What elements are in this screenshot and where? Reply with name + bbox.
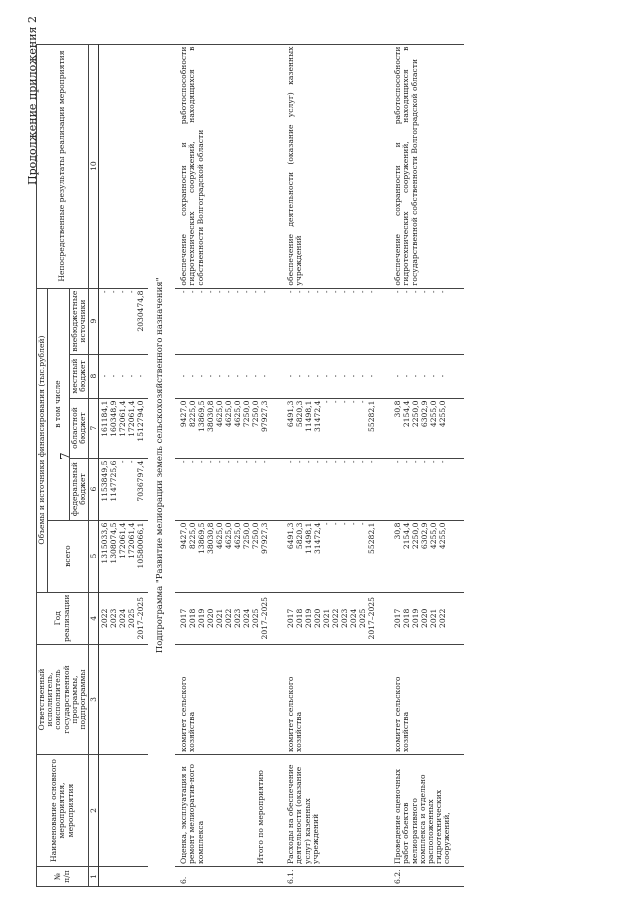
total-value: 4625,0 bbox=[233, 522, 243, 550]
mest-value: - bbox=[358, 374, 368, 378]
vneb-value: - bbox=[420, 290, 430, 294]
fed-value: - bbox=[340, 460, 350, 464]
fed-value: - bbox=[420, 460, 430, 464]
year-cell bbox=[175, 592, 282, 644]
total-value: - bbox=[322, 522, 332, 526]
year-value: 2017–2025 bbox=[367, 597, 377, 640]
fed-value: - bbox=[242, 460, 252, 464]
header-local: местный бюджет bbox=[69, 354, 88, 398]
year-value: 2021 bbox=[429, 608, 439, 628]
fed-value: - bbox=[358, 460, 368, 464]
mest-value: - bbox=[420, 374, 430, 378]
vneb-value: - bbox=[340, 290, 350, 294]
vneb-value: 2030474,8 bbox=[136, 290, 146, 332]
table-row-continued bbox=[99, 44, 149, 886]
fed-value: 1153849,5 bbox=[100, 460, 110, 502]
header-responsible: Ответственный исполнитель, соисполнитель государственной программы, подпрограммы bbox=[37, 645, 89, 755]
vneb-value: - bbox=[402, 290, 412, 294]
vneb-value: - bbox=[304, 290, 314, 294]
extrabudget-cell bbox=[282, 288, 389, 354]
fed-value: - bbox=[286, 460, 296, 464]
vneb-value: - bbox=[215, 290, 225, 294]
year-value: 2024 bbox=[242, 608, 252, 628]
year-value: 2018 bbox=[402, 608, 412, 628]
total-value: 55282,1 bbox=[367, 522, 377, 554]
total-value: - bbox=[331, 522, 341, 526]
mest-value: - bbox=[188, 374, 198, 378]
fed-value: - bbox=[215, 460, 225, 464]
obl-value: 4255,0 bbox=[438, 400, 448, 428]
fed-value: 7036797,4 bbox=[136, 460, 146, 502]
federal-cell bbox=[99, 458, 149, 520]
total-value: 5820,3 bbox=[295, 522, 305, 550]
header-finance: Объемы и источники финансирования (тыс.рублей) bbox=[37, 288, 48, 592]
obl-value: 97927,3 bbox=[260, 400, 270, 432]
item-name: Расходы на обеспечение деятельности (оказание услуг) казенных учреждений bbox=[282, 755, 389, 867]
mest-value: - bbox=[331, 374, 341, 378]
item-name-text: Оценка, эксплуатация и ремонт мелиоратив-ного комплекса bbox=[179, 763, 205, 864]
mest-value: - bbox=[322, 374, 332, 378]
mest-value: - bbox=[179, 374, 189, 378]
mest-value: - bbox=[438, 374, 448, 378]
year-value: 2025 bbox=[358, 608, 368, 628]
local-cell bbox=[389, 354, 463, 398]
total-value: 10580066,1 bbox=[136, 522, 146, 569]
year-cell bbox=[389, 592, 463, 644]
mest-value: - bbox=[367, 374, 377, 378]
year-value: 2018 bbox=[295, 608, 305, 628]
col-num: 8 bbox=[89, 354, 99, 398]
year-value: 2023 bbox=[233, 608, 243, 628]
federal-cell bbox=[282, 458, 389, 520]
fed-value: - bbox=[233, 460, 243, 464]
year-value: 2023 bbox=[340, 608, 350, 628]
year-cell bbox=[282, 592, 389, 644]
table-row bbox=[282, 44, 389, 886]
obl-value: 7250,0 bbox=[251, 400, 261, 428]
item-result: обеспечение деятельности (оказание услуг) казенных учреждений bbox=[282, 44, 389, 288]
fed-value: - bbox=[295, 460, 305, 464]
fed-value: - bbox=[322, 460, 332, 464]
local-cell bbox=[99, 354, 149, 398]
mest-value: - bbox=[109, 374, 119, 378]
oblast-cell bbox=[99, 398, 149, 458]
item-number: 6.1. bbox=[282, 867, 389, 887]
total-cell bbox=[175, 520, 282, 592]
obl-value: 2250,0 bbox=[411, 400, 421, 428]
total-cell bbox=[389, 520, 463, 592]
year-value: 2017 bbox=[286, 608, 296, 628]
fed-value: - bbox=[411, 460, 421, 464]
obl-value: 6302,9 bbox=[420, 400, 430, 428]
total-value: 30,8 bbox=[393, 522, 403, 540]
fed-value: - bbox=[127, 460, 137, 464]
fed-value: - bbox=[331, 460, 341, 464]
mest-value: - bbox=[242, 374, 252, 378]
total-value: - bbox=[349, 522, 359, 526]
mest-value: - bbox=[127, 374, 137, 378]
year-value: 2022 bbox=[100, 608, 110, 628]
col-num: 3 bbox=[89, 645, 99, 755]
total-value: 7250,0 bbox=[242, 522, 252, 550]
year-value: 2022 bbox=[224, 608, 234, 628]
vneb-value: - bbox=[286, 290, 296, 294]
total-value: 6302,9 bbox=[420, 522, 430, 550]
total-value: 11498,1 bbox=[304, 522, 314, 554]
year-value: 2020 bbox=[420, 608, 430, 628]
year-value: 2019 bbox=[304, 608, 314, 628]
mest-value: - bbox=[100, 374, 110, 378]
obl-value: 55282,1 bbox=[367, 400, 377, 432]
fed-value: - bbox=[197, 460, 207, 464]
year-value: 2025 bbox=[127, 608, 137, 628]
header-federal: федеральный бюджет bbox=[69, 458, 88, 520]
year-value: 2017 bbox=[393, 608, 403, 628]
vneb-value: - bbox=[127, 290, 137, 294]
mest-value: - bbox=[260, 374, 270, 378]
mest-value: - bbox=[224, 374, 234, 378]
col-num: 4 bbox=[89, 592, 99, 644]
mest-value: - bbox=[313, 374, 323, 378]
header-oblast: областной бюджет bbox=[69, 398, 88, 458]
fed-value: 1147725,6 bbox=[109, 460, 119, 502]
total-cell bbox=[282, 520, 389, 592]
obl-value: 161184,1 bbox=[100, 400, 110, 437]
total-value: 4625,0 bbox=[215, 522, 225, 550]
obl-value: 5820,3 bbox=[295, 400, 305, 428]
item-result bbox=[99, 44, 149, 288]
total-value: 4255,0 bbox=[438, 522, 448, 550]
mest-value: - bbox=[393, 374, 403, 378]
item-name: Проведение оценочных работ объектов мелиоративного комплекса и отдельно расположенных гидротехнических сооружений, bbox=[389, 755, 463, 867]
year-value: 2022 bbox=[438, 608, 448, 628]
year-value: 2023 bbox=[109, 608, 119, 628]
header-including: в том числе bbox=[48, 288, 70, 520]
local-cell bbox=[175, 354, 282, 398]
vneb-value: - bbox=[206, 290, 216, 294]
mest-value: - bbox=[349, 374, 359, 378]
col-num: 10 bbox=[89, 44, 99, 288]
vneb-value: - bbox=[188, 290, 198, 294]
total-value: 9427,0 bbox=[179, 522, 189, 550]
vneb-value: - bbox=[197, 290, 207, 294]
total-value: 2154,4 bbox=[402, 522, 412, 550]
item-name bbox=[99, 755, 149, 867]
obl-value: 4255,0 bbox=[429, 400, 439, 428]
vneb-value: - bbox=[429, 290, 439, 294]
total-value: 31472,4 bbox=[313, 522, 323, 554]
table-header bbox=[37, 44, 99, 886]
mest-value: - bbox=[215, 374, 225, 378]
obl-value: 1512794,0 bbox=[136, 400, 146, 442]
mest-value: - bbox=[411, 374, 421, 378]
obl-value: 13869,5 bbox=[197, 400, 207, 432]
vneb-value: - bbox=[322, 290, 332, 294]
total-value: 97927,3 bbox=[260, 522, 270, 554]
table-row bbox=[175, 44, 282, 886]
fed-value: - bbox=[118, 460, 128, 464]
column-number-row bbox=[89, 44, 99, 886]
fed-value: - bbox=[206, 460, 216, 464]
extrabudget-cell bbox=[99, 288, 149, 354]
year-value: 2021 bbox=[322, 608, 332, 628]
oblast-cell bbox=[175, 398, 282, 458]
total-value: 8225,0 bbox=[188, 522, 198, 550]
year-cell bbox=[99, 592, 149, 644]
vneb-value: - bbox=[233, 290, 243, 294]
year-value: 2020 bbox=[313, 608, 323, 628]
total-value: 2250,0 bbox=[411, 522, 421, 550]
obl-value: 172061,4 bbox=[118, 400, 128, 437]
year-value: 2020 bbox=[206, 608, 216, 628]
vneb-value: - bbox=[367, 290, 377, 294]
item-name bbox=[175, 755, 282, 867]
header-total: всего bbox=[48, 520, 89, 592]
year-value: 2021 bbox=[215, 608, 225, 628]
mest-value: - bbox=[197, 374, 207, 378]
vneb-value: - bbox=[331, 290, 341, 294]
obl-value: 4625,0 bbox=[224, 400, 234, 428]
extrabudget-cell bbox=[175, 288, 282, 354]
header-name: Наименование основного мероприятия, мероприятия bbox=[37, 755, 89, 867]
vneb-value: - bbox=[260, 290, 270, 294]
header-extrabudget: внебюджетные источники bbox=[69, 288, 88, 354]
col-num: 9 bbox=[89, 288, 99, 354]
vneb-value: - bbox=[295, 290, 305, 294]
total-value: 172061,4 bbox=[127, 522, 137, 559]
col-num: 7 bbox=[89, 398, 99, 458]
total-value: 1308074,5 bbox=[109, 522, 119, 564]
header-year: Год реализации bbox=[37, 592, 89, 644]
mest-value: - bbox=[429, 374, 439, 378]
item-result: обеспечение сохранности и работоспособности гидротехнических сооружений, находящихся в государственной собственности Волгоградской области bbox=[389, 44, 463, 288]
year-value: 2019 bbox=[411, 608, 421, 628]
obl-value: - bbox=[340, 400, 350, 404]
total-value: 13869,5 bbox=[197, 522, 207, 554]
total-value: 4255,0 bbox=[429, 522, 439, 550]
table-row bbox=[389, 44, 463, 886]
fed-value: - bbox=[367, 460, 377, 464]
year-value: 2017–2025 bbox=[260, 597, 270, 640]
year-value: 2018 bbox=[188, 608, 198, 628]
total-cell bbox=[99, 520, 149, 592]
total-value: 172061,4 bbox=[118, 522, 128, 559]
fed-value: - bbox=[179, 460, 189, 464]
mest-value: - bbox=[136, 374, 146, 378]
total-label: Итого по мероприятию bbox=[255, 770, 265, 864]
obl-value: 11498,1 bbox=[304, 400, 314, 432]
vneb-value: - bbox=[109, 290, 119, 294]
header-result: Непосредственные результаты реализации мероприятия bbox=[37, 44, 89, 288]
mest-value: - bbox=[206, 374, 216, 378]
year-value: 2024 bbox=[118, 608, 128, 628]
obl-value: 160348,9 bbox=[109, 400, 119, 437]
page-number: 7 bbox=[58, 452, 72, 460]
obl-value: - bbox=[331, 400, 341, 404]
item-number: 6. bbox=[175, 867, 282, 887]
federal-cell bbox=[389, 458, 463, 520]
vneb-value: - bbox=[438, 290, 448, 294]
extrabudget-cell bbox=[389, 288, 463, 354]
oblast-cell bbox=[282, 398, 389, 458]
subprogram-row bbox=[148, 44, 175, 886]
mest-value: - bbox=[286, 374, 296, 378]
mest-value: - bbox=[295, 374, 305, 378]
mest-value: - bbox=[402, 374, 412, 378]
fed-value: - bbox=[438, 460, 448, 464]
obl-value: - bbox=[358, 400, 368, 404]
total-value: 4625,0 bbox=[224, 522, 234, 550]
item-responsible: комитет сельского хозяйства bbox=[389, 645, 463, 755]
vneb-value: - bbox=[349, 290, 359, 294]
year-value: 2017–2025 bbox=[136, 597, 146, 640]
year-value: 2022 bbox=[331, 608, 341, 628]
total-value: - bbox=[340, 522, 350, 526]
fed-value: - bbox=[251, 460, 261, 464]
year-value: 2024 bbox=[349, 608, 359, 628]
vneb-value: - bbox=[358, 290, 368, 294]
total-value: 6491,3 bbox=[286, 522, 296, 550]
fed-value: - bbox=[188, 460, 198, 464]
header-no: № п/п bbox=[37, 867, 89, 887]
col-num: 6 bbox=[89, 458, 99, 520]
fed-value: - bbox=[260, 460, 270, 464]
subprogram-title: Подпрограмма "Развитие мелиорации земель сельскохозяйственного назначения" bbox=[148, 44, 175, 886]
mest-value: - bbox=[340, 374, 350, 378]
item-responsible bbox=[99, 645, 149, 755]
obl-value: 7250,0 bbox=[242, 400, 252, 428]
col-num: 1 bbox=[89, 867, 99, 887]
obl-value: 31472,4 bbox=[313, 400, 323, 432]
obl-value: 2154,4 bbox=[402, 400, 412, 428]
vneb-value: - bbox=[100, 290, 110, 294]
mest-value: - bbox=[251, 374, 261, 378]
financing-table bbox=[36, 44, 464, 887]
year-value: 2025 bbox=[251, 608, 261, 628]
oblast-cell bbox=[389, 398, 463, 458]
vneb-value: - bbox=[251, 290, 261, 294]
fed-value: - bbox=[224, 460, 234, 464]
obl-value: 30,8 bbox=[393, 400, 403, 418]
item-responsible: комитет сельского хозяйства bbox=[282, 645, 389, 755]
fed-value: - bbox=[313, 460, 323, 464]
mest-value: - bbox=[233, 374, 243, 378]
obl-value: - bbox=[322, 400, 332, 404]
item-number: 6.2. bbox=[389, 867, 463, 887]
fed-value: - bbox=[349, 460, 359, 464]
continuation-label: Продолжение приложения 2 bbox=[26, 16, 39, 185]
obl-value: 8225,0 bbox=[188, 400, 198, 428]
year-value: 2017 bbox=[179, 608, 189, 628]
vneb-value: - bbox=[393, 290, 403, 294]
col-num: 2 bbox=[89, 755, 99, 867]
col-num: 5 bbox=[89, 520, 99, 592]
vneb-value: - bbox=[179, 290, 189, 294]
federal-cell bbox=[175, 458, 282, 520]
item-result: обеспечение сохранности и работоспособности гидротехнических сооружений, находящихся в собственности Волгоградской области bbox=[175, 44, 282, 288]
year-value: 2019 bbox=[197, 608, 207, 628]
fed-value: - bbox=[429, 460, 439, 464]
obl-value: 172061,4 bbox=[127, 400, 137, 437]
obl-value: 4625,0 bbox=[215, 400, 225, 428]
total-value: 38030,8 bbox=[206, 522, 216, 554]
fed-value: - bbox=[402, 460, 412, 464]
obl-value: 9427,0 bbox=[179, 400, 189, 428]
item-number bbox=[99, 867, 149, 887]
fed-value: - bbox=[393, 460, 403, 464]
vneb-value: - bbox=[411, 290, 421, 294]
vneb-value: - bbox=[224, 290, 234, 294]
vneb-value: - bbox=[118, 290, 128, 294]
obl-value: 4625,0 bbox=[233, 400, 243, 428]
total-value: 1315033,6 bbox=[100, 522, 110, 564]
obl-value: 6491,3 bbox=[286, 400, 296, 428]
obl-value: 38030,8 bbox=[206, 400, 216, 432]
mest-value: - bbox=[118, 374, 128, 378]
total-value: - bbox=[358, 522, 368, 526]
obl-value: - bbox=[349, 400, 359, 404]
fed-value: - bbox=[304, 460, 314, 464]
item-responsible: комитет сельского хозяйства bbox=[175, 645, 282, 755]
vneb-value: - bbox=[242, 290, 252, 294]
total-value: 7250,0 bbox=[251, 522, 261, 550]
mest-value: - bbox=[304, 374, 314, 378]
vneb-value: - bbox=[313, 290, 323, 294]
local-cell bbox=[282, 354, 389, 398]
